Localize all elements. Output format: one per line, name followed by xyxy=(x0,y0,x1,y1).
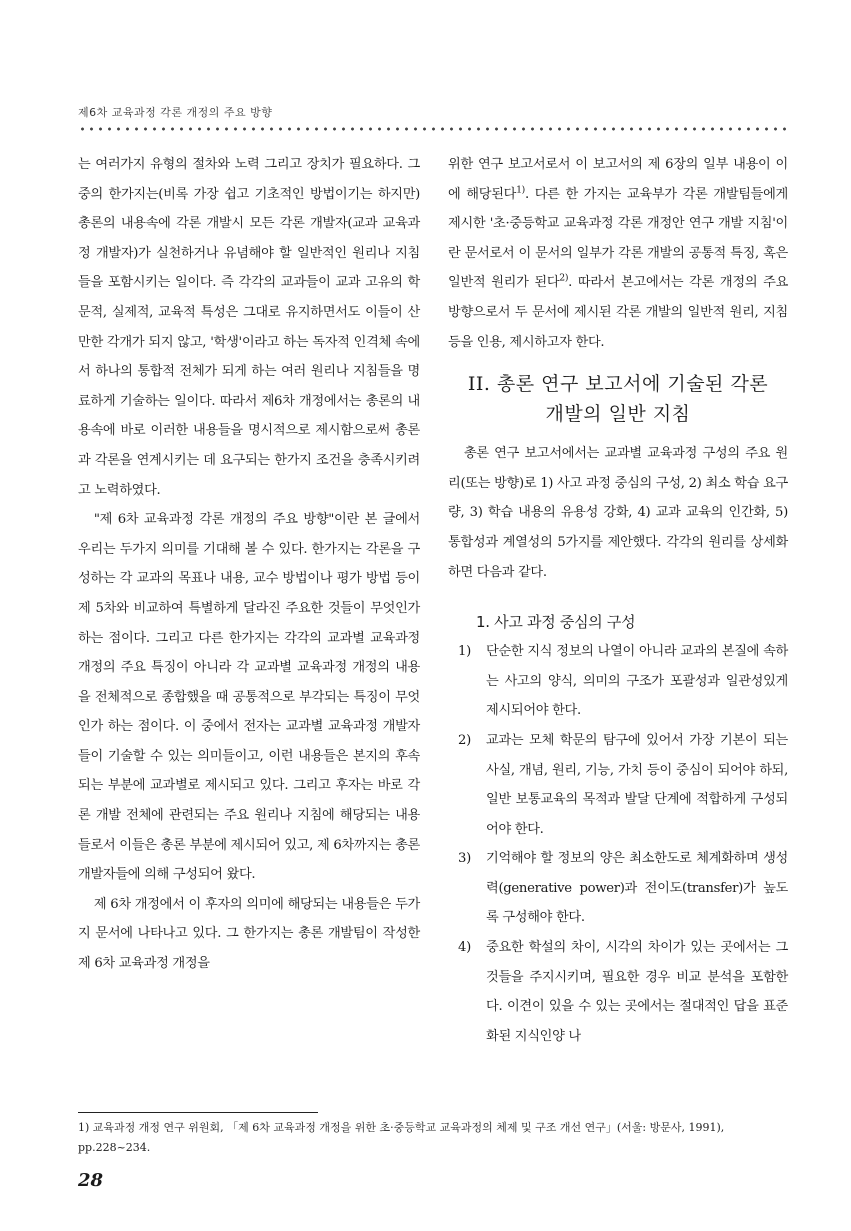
intro-text: . 따라서 본고에서는 각론 개정의 주요 방향으로서 두 문서에 제시된 각론 개발의 일반적 원리, 지침 등을 인용, 제시하고자 한다. xyxy=(448,275,789,350)
sub-heading: 1. 사고 과정 중심의 구성 xyxy=(476,613,636,632)
footnote-rule xyxy=(78,1112,318,1113)
body-paragraph xyxy=(448,150,788,357)
intro-text: . 다른 한 가지는 교육부가 각론 개발팀들에게 제시한 '초·중등학교 교육과정 각론 개정안 연구 개발 지침'이란 문서로서 이 문서의 일부가 각론 개발의 공통적 특징, 혹은 일반적 원리가 된다 xyxy=(448,186,788,291)
right-column xyxy=(448,150,788,1051)
section-heading-line: 개발의 일반 지침 xyxy=(545,403,691,426)
body-paragraph: 제 6차 개정에서 이 후자의 의미에 해당되는 내용들은 두가지 문서에 나타나고 있다. 그 한가지는 총론 개발팀이 작성한 제 6차 교육과정 개정을 xyxy=(78,896,420,972)
list-item xyxy=(448,726,788,844)
list-item xyxy=(448,637,788,726)
list-text: 기억해야 할 정보의 양은 최소한도로 체계화하며 생성력(generative power)과 전이도(transfer)가 높도록 구성해야 한다. xyxy=(486,851,788,926)
body-paragraph: "제 6차 교육과정 각론 개정의 주요 방향"이란 본 글에서 우리는 두가지 의미를 기대해 볼 수 있다. 한가지는 각론을 구성하는 각 교과의 목표나 내용, 교수 방법이나 평가 방법 등이 제 5차와 비교하여 특별하게 달라진 주요한 것들이 무엇인가 하는 점이다. 그리고 다른 한가지는 각각의 교과별 교육과정 개정의 주요 특징이 아니라 각 교과별 교육과정 개정의 내용을 전체적으로 종합했을 때 공통적으로 부각되는 특징이 무엇인가 하는 점이다. 이 중에서 전자는 교과별 교육과정 개발자들이 기술할 수 있는 의미들이고, 이런 내용들은 본지의 후속되는 부분에 교과별로 제시되고 있다. 그리고 후자는 바로 각론 개발 전체에 관련되는 주요 원리나 지침에 해당되는 내용들로서 이들은 총론 부분에 제시되어 있고, 제 6차까지는 총론 개발자들에 의해 구성되어 왔다. xyxy=(78,512,420,883)
body-paragraph: 는 여러가지 유형의 절차와 노력 그리고 장치가 필요하다. 그 중의 한가지는(비록 가장 쉽고 기초적인 방법이기는 하지만) 총론의 내용속에 각론 개발시 모든 각론 개발자(교과 교육과정 개발자)가 실천하거나 유념해야 할 일반적인 원리나 지침들을 포함시키는 일이다. 즉 각각의 교과들이 교과 고유의 학문적, 실제적, 교육적 특성은 그대로 유지하면서도 이들이 산만한 각개가 되지 않고, '학생'이라고 하는 독자적 인격체 속에서 하나의 통합적 전체가 되게 하는 여러 원리나 지침들을 명료하게 기술하는 일이다. 따라서 제6차 개정에서는 총론의 내용속에 바로 이러한 내용들을 명시적으로 제시함으로써 총론과 각론을 연계시키는 데 요구되는 한가지 조건을 충족시키려고 노력하였다. xyxy=(78,157,420,498)
page-number: 28 xyxy=(78,1170,104,1191)
section-heading-line: II. 총론 연구 보고서에 기술된 각론 xyxy=(467,373,769,396)
section-heading xyxy=(448,369,788,429)
intro-text: 위한 연구 보고서로서 이 보고서의 제 6장의 일부 내용이 이에 해당된다 xyxy=(448,157,788,202)
list-number: 2) xyxy=(458,732,471,748)
dotted-divider xyxy=(78,126,788,132)
list-text: 단순한 지식 정보의 나열이 아니라 교과의 본질에 속하는 사고의 양식, 의미의 구조가 포괄성과 일관성있게 제시되어야 한다. xyxy=(486,644,788,719)
footnote: 1) 교육과정 개정 연구 위원회, 「제 6차 교육과정 개정을 위한 초·중등학교 교육과정의 체제 및 구조 개선 연구」(서울: 방문사, 1991), pp.228~234. xyxy=(78,1121,725,1154)
body-paragraph: 총론 연구 보고서에서는 교과별 교육과정 구성의 주요 원리(또는 방향)로 1) 사고 과정 중심의 구성, 2) 최소 학습 요구량, 3) 학습 내용의 유용성 강화, 4) 교과 교육의 인간화, 5) 통합성과 계열성의 5가지를 제안했다. 각각의 원리를 상세화하면 다음과 같다. xyxy=(448,446,788,580)
list-item xyxy=(448,933,788,1051)
list-number: 1) xyxy=(458,644,471,660)
running-header: 제6차 교육과정 각론 개정의 주요 방향 xyxy=(78,106,273,119)
list-number: 3) xyxy=(458,851,471,867)
list-text: 교과는 모체 학문의 탐구에 있어서 가장 기본이 되는 사실, 개념, 원리, 기능, 가치 등이 중심이 되어야 하되, 일반 보통교육의 목적과 발달 단계에 적합하게 구성되어야 한다. xyxy=(486,732,788,837)
list-number: 4) xyxy=(458,940,471,956)
list-item xyxy=(448,844,788,933)
footnote-marker: 1) xyxy=(516,184,525,196)
list-text: 중요한 학설의 차이, 시각의 차이가 있는 곳에서는 그것들을 주지시키며, 필요한 경우 비교 분석을 포함한다. 이견이 있을 수 있는 곳에서는 절대적인 답을 표준화된 지식인양 나 xyxy=(486,940,788,1044)
left-column xyxy=(78,150,420,979)
footnote-marker: 2) xyxy=(559,272,569,284)
